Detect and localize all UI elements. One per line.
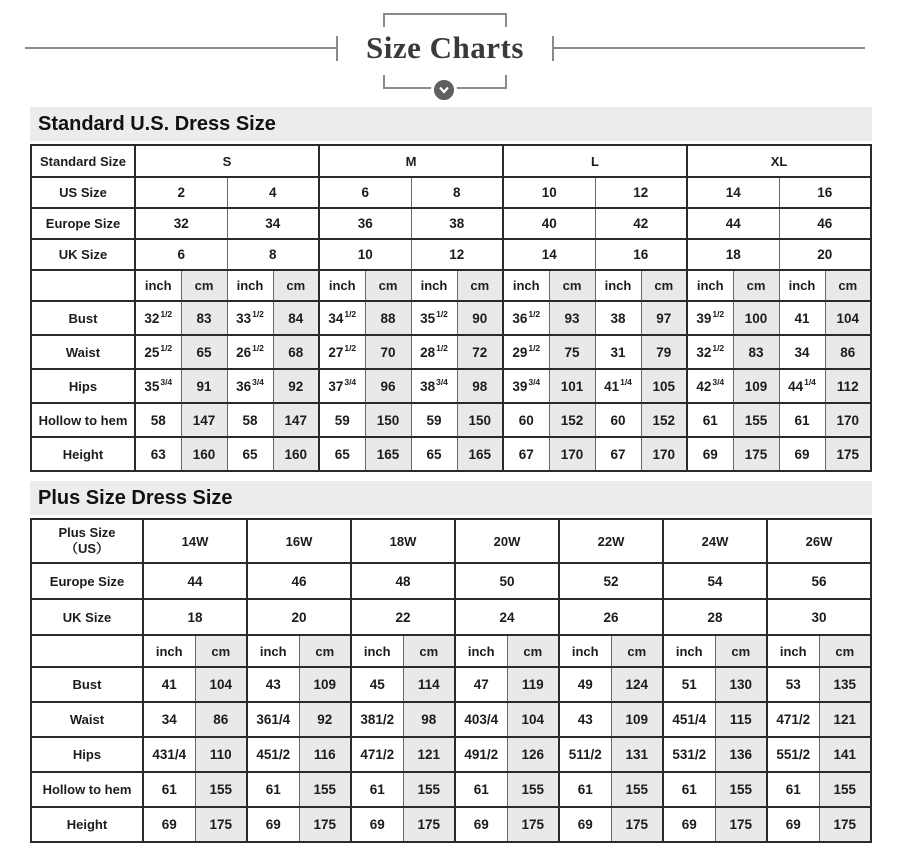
measure-cell: 43 [247,667,299,702]
measure-cell: 49 [559,667,611,702]
unit-header-cell: cm [715,635,767,667]
measure-cell: 121 [403,737,455,772]
measure-cell: 175 [825,437,871,471]
size-cell: 12 [411,239,503,270]
measure-cell: 160 [273,437,319,471]
measure-cell: 141 [819,737,871,772]
measure-cell: 83 [181,301,227,335]
measure-cell: 155 [611,772,663,807]
size-cell: 6 [319,177,411,208]
size-cell: 8 [411,177,503,208]
measure-cell: 69 [779,437,825,471]
empty-corner-cell [31,270,135,301]
measure-cell: 69 [559,807,611,842]
row-label: UK Size [31,599,143,635]
measure-cell: 130 [715,667,767,702]
measure-cell: 150 [365,403,411,437]
measure-cell: 47 [455,667,507,702]
measure-cell: 131 [611,737,663,772]
measure-cell: 105 [641,369,687,403]
measure-cell: 70 [365,335,411,369]
measure-cell: 150 [457,403,503,437]
standard-section-title: Standard U.S. Dress Size [30,107,872,141]
measure-cell: 61 [143,772,195,807]
measure-cell: 155 [299,772,351,807]
measure-cell: 175 [611,807,663,842]
size-cell: 28 [663,599,767,635]
measure-cell: 403/4 [455,702,507,737]
row-label: Height [31,437,135,471]
measure-cell: 53 [767,667,819,702]
size-group-cell: 18W [351,519,455,563]
size-group-cell: 26W [767,519,871,563]
unit-header-cell: cm [819,635,871,667]
measure-cell: 88 [365,301,411,335]
measure-cell: 152 [549,403,595,437]
measure-cell: 511/2 [559,737,611,772]
measure-cell: 61 [455,772,507,807]
measure-cell: 65 [411,437,457,471]
row-label: Hips [31,737,143,772]
measure-cell: 101 [549,369,595,403]
measure-cell: $25^{1/2}$ [135,335,181,369]
corner-label: Standard Size [31,145,135,177]
size-cell: 4 [227,177,319,208]
measure-cell: $32^{1/2}$ [687,335,733,369]
unit-header-cell: inch [135,270,181,301]
measure-cell: 155 [733,403,779,437]
size-cell: 2 [135,177,227,208]
measure-cell: 160 [181,437,227,471]
measure-cell: $35^{1/2}$ [411,301,457,335]
unit-header-cell: inch [319,270,365,301]
measure-cell: 92 [273,369,319,403]
measure-cell: 86 [195,702,247,737]
measure-cell: 155 [507,772,559,807]
unit-header-cell: inch [595,270,641,301]
measure-cell: 69 [143,807,195,842]
measure-cell: 451/2 [247,737,299,772]
unit-header-cell: inch [227,270,273,301]
size-cell: 38 [411,208,503,239]
measure-cell: 41 [779,301,825,335]
measure-cell: 175 [819,807,871,842]
size-cell: 10 [503,177,595,208]
measure-cell: 175 [195,807,247,842]
measure-cell: 431/4 [143,737,195,772]
row-label: Hollow to hem [31,403,135,437]
corner-label: Plus Size （US） [31,519,143,563]
size-cell: 52 [559,563,663,599]
measure-cell: 104 [825,301,871,335]
measure-cell: 109 [299,667,351,702]
size-group-cell: S [135,145,319,177]
unit-header-cell: inch [247,635,299,667]
measure-cell: $37^{3/4}$ [319,369,365,403]
unit-header-cell: inch [663,635,715,667]
unit-header-cell: cm [181,270,227,301]
size-group-cell: 16W [247,519,351,563]
unit-header-cell: inch [559,635,611,667]
row-label: Europe Size [31,208,135,239]
measure-cell: 104 [507,702,559,737]
measure-cell: 175 [507,807,559,842]
measure-cell: 175 [733,437,779,471]
unit-header-cell: cm [549,270,595,301]
size-cell: 26 [559,599,663,635]
size-group-cell: 22W [559,519,663,563]
measure-cell: 69 [351,807,403,842]
measure-cell: 96 [365,369,411,403]
unit-header-cell: cm [299,635,351,667]
measure-cell: 69 [247,807,299,842]
measure-cell: 124 [611,667,663,702]
measure-cell: 135 [819,667,871,702]
measure-cell: 72 [457,335,503,369]
size-cell: 56 [767,563,871,599]
measure-cell: 381/2 [351,702,403,737]
size-cell: 46 [779,208,871,239]
unit-header-cell: inch [143,635,195,667]
measure-cell: 45 [351,667,403,702]
measure-cell: 61 [559,772,611,807]
measure-cell: $44^{1/4}$ [779,369,825,403]
size-cell: 14 [687,177,779,208]
page-title: Size Charts [366,30,524,65]
row-label: Europe Size [31,563,143,599]
measure-cell: 51 [663,667,715,702]
measure-cell: 61 [247,772,299,807]
measure-cell: 43 [559,702,611,737]
empty-corner-cell [31,635,143,667]
row-label: Height [31,807,143,842]
measure-cell: 98 [403,702,455,737]
row-label: Bust [31,301,135,335]
measure-cell: 165 [365,437,411,471]
measure-cell: 93 [549,301,595,335]
size-cell: 50 [455,563,559,599]
size-group-cell: 14W [143,519,247,563]
measure-cell: 471/2 [351,737,403,772]
measure-cell: 59 [411,403,457,437]
measure-cell: 175 [715,807,767,842]
row-label: Hollow to hem [31,772,143,807]
measure-cell: 155 [715,772,767,807]
unit-header-cell: inch [411,270,457,301]
size-cell: 16 [779,177,871,208]
measure-cell: 119 [507,667,559,702]
measure-cell: 114 [403,667,455,702]
measure-cell: 155 [195,772,247,807]
measure-cell: 38 [595,301,641,335]
measure-cell: 34 [143,702,195,737]
measure-cell: 31 [595,335,641,369]
measure-cell: 116 [299,737,351,772]
measure-cell: 67 [595,437,641,471]
unit-header-cell: cm [611,635,663,667]
size-cell: 18 [143,599,247,635]
measure-cell: 136 [715,737,767,772]
measure-cell: $27^{1/2}$ [319,335,365,369]
measure-cell: 170 [825,403,871,437]
measure-cell: 98 [457,369,503,403]
row-label: US Size [31,177,135,208]
measure-cell: 69 [455,807,507,842]
measure-cell: 61 [687,403,733,437]
unit-header-cell: cm [641,270,687,301]
size-cell: 48 [351,563,455,599]
unit-header-cell: cm [195,635,247,667]
measure-cell: 63 [135,437,181,471]
measure-cell: 155 [403,772,455,807]
size-cell: 12 [595,177,687,208]
row-label: Waist [31,335,135,369]
measure-cell: 147 [273,403,319,437]
unit-header-cell: inch [503,270,549,301]
measure-cell: 41 [143,667,195,702]
size-cell: 36 [319,208,411,239]
measure-cell: 109 [733,369,779,403]
measure-cell: $42^{3/4}$ [687,369,733,403]
size-cell: 20 [247,599,351,635]
measure-cell: 61 [779,403,825,437]
measure-cell: 65 [319,437,365,471]
measure-cell: 147 [181,403,227,437]
size-group-cell: XL [687,145,871,177]
measure-cell: 491/2 [455,737,507,772]
measure-cell: $39^{1/2}$ [687,301,733,335]
measure-cell: 65 [227,437,273,471]
measure-cell: $38^{3/4}$ [411,369,457,403]
measure-cell: 104 [195,667,247,702]
size-cell: 34 [227,208,319,239]
measure-cell: 451/4 [663,702,715,737]
measure-cell: 121 [819,702,871,737]
measure-cell: 60 [595,403,641,437]
size-cell: 20 [779,239,871,270]
measure-cell: 170 [641,437,687,471]
size-group-cell: 20W [455,519,559,563]
measure-cell: $32^{1/2}$ [135,301,181,335]
size-cell: 54 [663,563,767,599]
measure-cell: 110 [195,737,247,772]
measure-cell: 60 [503,403,549,437]
measure-cell: 471/2 [767,702,819,737]
plus-size-table [30,518,872,843]
measure-cell: 61 [663,772,715,807]
measure-cell: $34^{1/2}$ [319,301,365,335]
size-cell: 18 [687,239,779,270]
measure-cell: $41^{1/4}$ [595,369,641,403]
measure-cell: 551/2 [767,737,819,772]
measure-cell: 531/2 [663,737,715,772]
measure-cell: $28^{1/2}$ [411,335,457,369]
measure-cell: 59 [319,403,365,437]
measure-cell: 58 [135,403,181,437]
measure-cell: 61 [767,772,819,807]
size-cell: 44 [143,563,247,599]
measure-cell: 152 [641,403,687,437]
chevron-down-circle-icon [431,77,457,103]
measure-cell: $33^{1/2}$ [227,301,273,335]
measure-cell: 86 [825,335,871,369]
unit-header-cell: cm [733,270,779,301]
size-group-cell: 24W [663,519,767,563]
size-cell: 14 [503,239,595,270]
size-cell: 40 [503,208,595,239]
measure-cell: 67 [503,437,549,471]
plus-section-title: Plus Size Dress Size [30,481,872,515]
measure-cell: 69 [663,807,715,842]
size-cell: 30 [767,599,871,635]
unit-header-cell: inch [767,635,819,667]
measure-cell: 97 [641,301,687,335]
measure-cell: $35^{3/4}$ [135,369,181,403]
measure-cell: $39^{3/4}$ [503,369,549,403]
unit-header-cell: cm [403,635,455,667]
measure-cell: $26^{1/2}$ [227,335,273,369]
measure-cell: 69 [687,437,733,471]
unit-header-cell: cm [825,270,871,301]
measure-cell: 175 [299,807,351,842]
unit-header-cell: inch [455,635,507,667]
measure-cell: 91 [181,369,227,403]
measure-cell: 170 [549,437,595,471]
size-cell: 32 [135,208,227,239]
measure-cell: 175 [403,807,455,842]
size-group-cell: L [503,145,687,177]
measure-cell: 361/4 [247,702,299,737]
measure-cell: 90 [457,301,503,335]
size-cell: 16 [595,239,687,270]
measure-cell: 79 [641,335,687,369]
measure-cell: 109 [611,702,663,737]
measure-cell: 92 [299,702,351,737]
measure-cell: 165 [457,437,503,471]
size-cell: 8 [227,239,319,270]
measure-cell: 84 [273,301,319,335]
measure-cell: 126 [507,737,559,772]
measure-cell: 34 [779,335,825,369]
size-cell: 24 [455,599,559,635]
measure-cell: 100 [733,301,779,335]
measure-cell: 58 [227,403,273,437]
unit-header-cell: cm [365,270,411,301]
unit-header-cell: inch [687,270,733,301]
size-cell: 42 [595,208,687,239]
size-cell: 46 [247,563,351,599]
measure-cell: 69 [767,807,819,842]
standard-size-table [30,144,872,472]
row-label: Hips [31,369,135,403]
unit-header-cell: cm [273,270,319,301]
unit-header-cell: cm [457,270,503,301]
size-cell: 44 [687,208,779,239]
row-label: Bust [31,667,143,702]
unit-header-cell: inch [351,635,403,667]
row-label: UK Size [31,239,135,270]
measure-cell: $36^{3/4}$ [227,369,273,403]
measure-cell: 68 [273,335,319,369]
size-cell: 22 [351,599,455,635]
measure-cell: 115 [715,702,767,737]
measure-cell: 65 [181,335,227,369]
measure-cell: 112 [825,369,871,403]
size-group-cell: M [319,145,503,177]
measure-cell: $29^{1/2}$ [503,335,549,369]
unit-header-cell: cm [507,635,559,667]
size-cell: 10 [319,239,411,270]
measure-cell: 61 [351,772,403,807]
row-label: Waist [31,702,143,737]
header-bracket-top [383,13,507,27]
measure-cell: 155 [819,772,871,807]
size-charts-header [0,0,900,100]
measure-cell: 83 [733,335,779,369]
measure-cell: 75 [549,335,595,369]
size-cell: 6 [135,239,227,270]
measure-cell: $36^{1/2}$ [503,301,549,335]
unit-header-cell: inch [779,270,825,301]
